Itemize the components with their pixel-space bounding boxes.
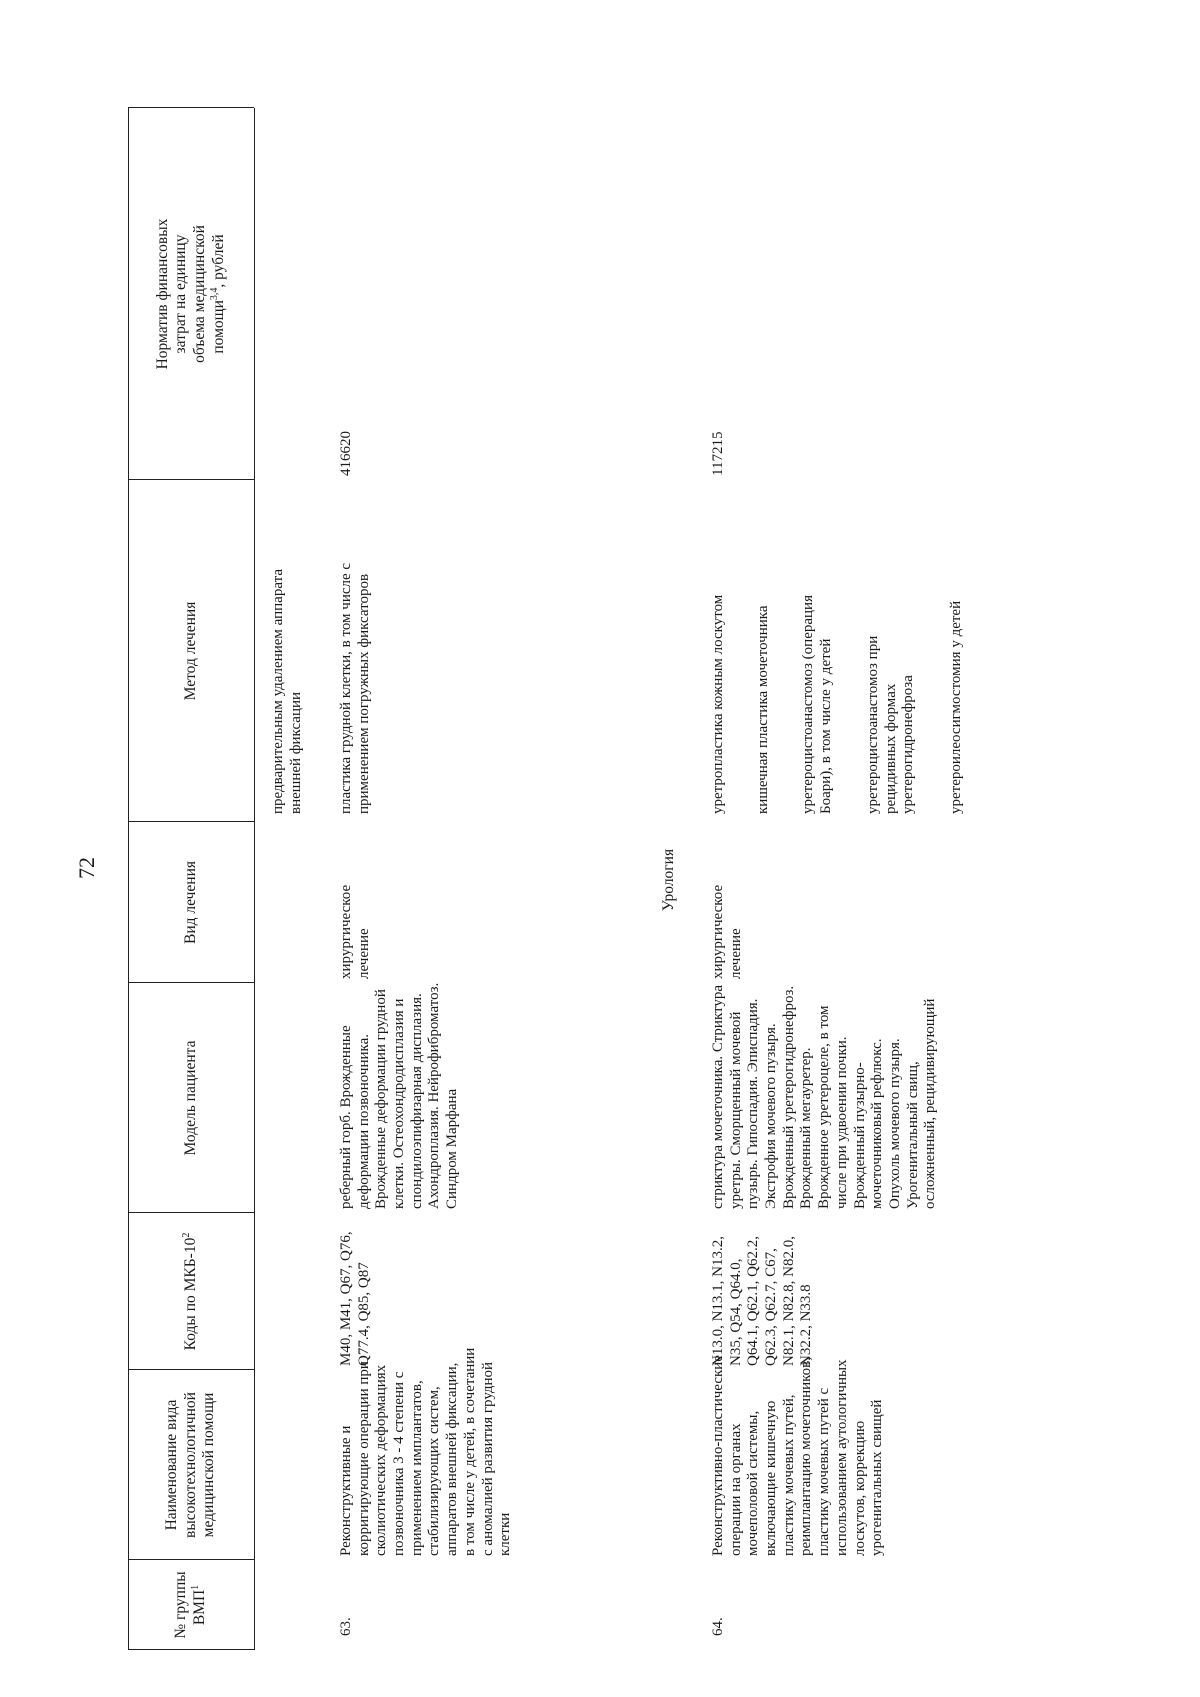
row-64-method-3: уретероцистоанастомоз (операция Боари), в том числе у детей (800, 595, 834, 814)
method-continuation: предварительным удалением аппарата внешней фиксации (270, 569, 304, 814)
row-64-method-1: уретропластика кожным лоскутом (710, 594, 726, 814)
row-64-vmp-name: Реконструктивно-пластические операции на органах мочеполовой системы, включающие кишечную пластику мочевых путей, реимплантацию мочеточников, пластику мочевых путей с использованием аутологичных лоскутов, коррекцию урогенитальных свищей (710, 1355, 886, 1556)
section-title-urology: Урология (660, 848, 677, 912)
row-64-number: 64. (710, 1617, 726, 1636)
header-border-2 (128, 1369, 254, 1370)
header-icd-codes-label: Коды по МКБ-10 (181, 1237, 199, 1351)
header-border-5 (128, 821, 254, 822)
row-64-icd-codes: N13.0, N13.1, N13.2, N35, Q54, Q64.0, Q64.1, Q62.1, Q62.2, Q62.3, Q62.7, C67, N82.1, N82.8, N82.0, N32.2, N33.8 (710, 1236, 815, 1366)
page-number: 72 (74, 857, 99, 879)
row-63-patient-model: реберный горб. Врожденные деформации позвоночника. Врожденные деформации грудной клетки. Остеохондродисплазия и спондилоэпифизарная дисплазия. Ахондроплазия. Нейрофиброматоз. Синдром Марфана (338, 982, 461, 1209)
row-64-method-4: уретероцистоанастомоз при рецидивных формах уретерогидронефроза (865, 635, 917, 814)
header-cost-norm (128, 112, 254, 476)
header-icd-codes (128, 1217, 254, 1366)
header-cost-norm-sup: 3,4 (208, 287, 220, 301)
header-border-3 (128, 1212, 254, 1213)
row-64-method-2: кишечная пластика мочеточника (755, 605, 771, 814)
row-63-treatment-type: хирургическое лечение (338, 884, 372, 979)
header-patient-model-label: Модель пациента (181, 1040, 199, 1156)
header-border-1 (128, 1559, 254, 1560)
header-number (128, 1564, 254, 1646)
header-bottom-border (254, 108, 255, 1650)
header-treatment-method-label: Метод лечения (181, 601, 199, 701)
row-64-treatment-type: хирургическое лечение (710, 884, 744, 979)
header-number-label: № группы ВМП (172, 1571, 208, 1639)
row-63-vmp-name: Реконструктивные и корригирующие операции при сколиотических деформациях позвоночника 3 - 4 степени с применением имплантатов, стабилизирующих систем, аппаратов внешней фиксации, в том числе у детей, в сочетании с аномалией развития грудной клетки (338, 1347, 514, 1556)
header-border-0 (128, 1649, 254, 1650)
header-border-4 (128, 982, 254, 983)
row-63-number: 63. (338, 1617, 354, 1636)
row-63-cost-norm: 416620 (338, 431, 354, 476)
header-icd-codes-sup: 2 (180, 1232, 192, 1238)
rotated-page (70, 53, 1110, 1650)
row-64-method-5: уретероилеосигмостомия у детей (948, 600, 964, 814)
header-treatment-type-label: Вид лечения (181, 860, 199, 945)
row-64-cost-norm: 117215 (710, 431, 726, 476)
row-63-treatment-method: пластика грудной клетки, в том числе с применением погружных фиксаторов (338, 562, 372, 814)
header-border-6 (128, 479, 254, 480)
header-vmp-name-label: Наименование вида высокотехнологичной медицинской помощи (163, 1392, 218, 1538)
header-vmp-name (128, 1374, 254, 1556)
header-cost-norm-tail: , рублей (209, 234, 227, 288)
row-63-icd-codes: M40, M41, Q67, Q76, Q77.4, Q85, Q87 (338, 1231, 372, 1366)
row-64-patient-model: стриктура мочеточника. Стриктура уретры. Сморщенный мочевой пузырь. Гипоспадия. Эписпадия. Экстрофия мочевого пузыря. Врожденный уретерогидронефроз. Врожденный мегауретер. Врожденное уретероцеле, в том числе при удвоении почки. Врожденный пузырно- мочеточниковый рефлюкс. Опухоль мочевого пузыря. Урогенитальный свищ, осложненный, рецидивирующий (710, 984, 939, 1209)
header-treatment-type (128, 826, 254, 979)
header-treatment-method (128, 484, 254, 818)
header-number-sup: 1 (189, 1584, 201, 1590)
header-border-7 (128, 107, 254, 108)
header-cost-norm-label: Норматив финансовых затрат на единицу объема медицинской помощи (153, 218, 227, 370)
header-patient-model (128, 987, 254, 1209)
